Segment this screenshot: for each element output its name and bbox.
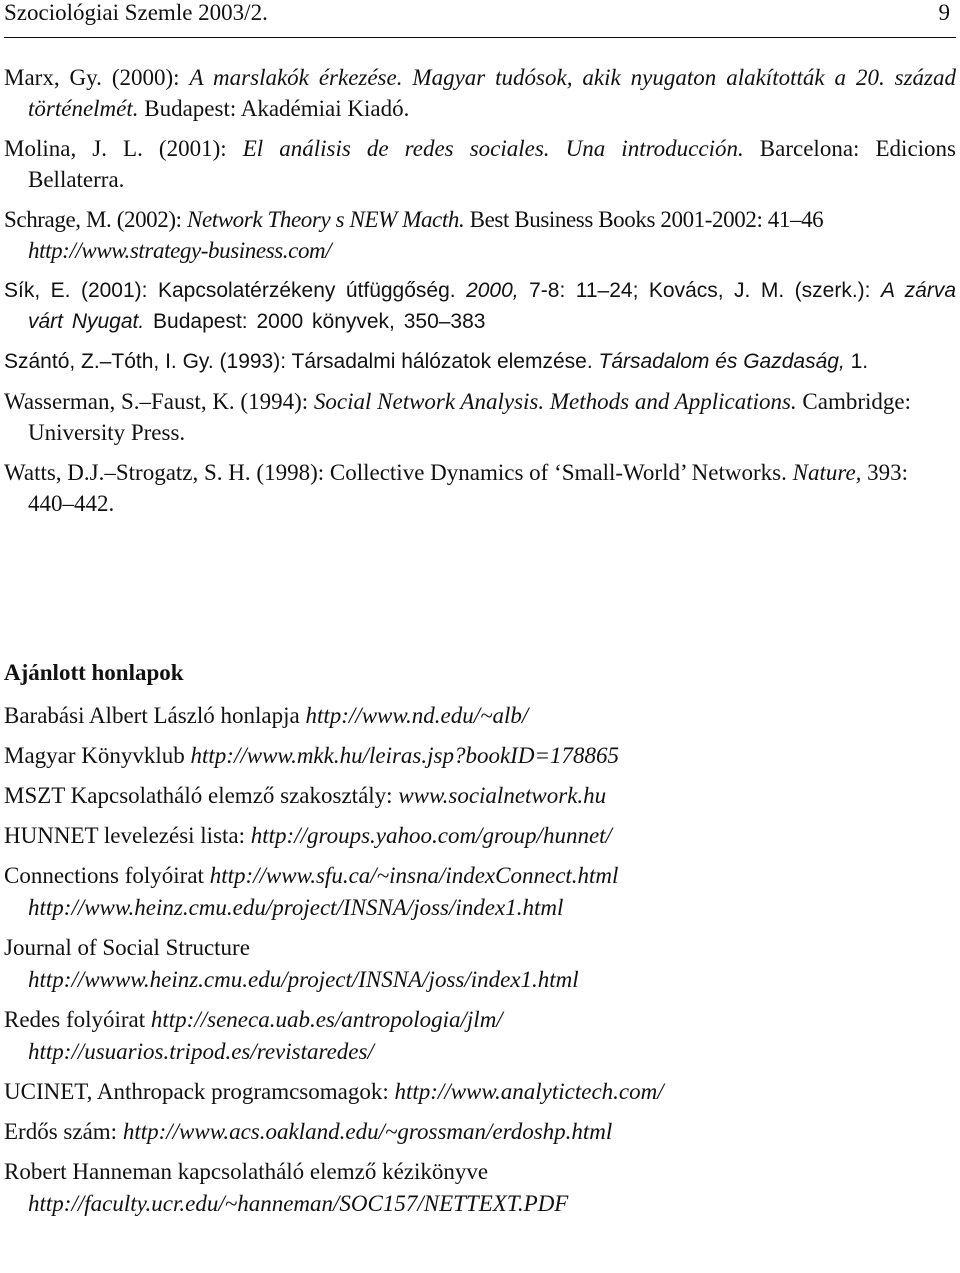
ref-author: Watts, D.J.–Strogatz, S. H. (1998): Collective Dynamics of ‘Small-World’ Networks. [4,460,793,485]
ref-journal: Társadalom és Gazdaság, [598,350,845,373]
link-label: Magyar Könyvklub [4,743,191,768]
link-url-secondary[interactable]: http://www.heinz.cmu.edu/project/INSNA/joss/index1.html [28,895,564,920]
link-url[interactable]: http://groups.yahoo.com/group/hunnet/ [250,823,612,848]
link-url[interactable]: http://www.mkk.hu/leiras.jsp?bookID=178865 [190,743,619,768]
link-url-secondary[interactable]: http://usuarios.tripod.es/revistaredes/ [28,1039,374,1064]
link-item-hunnet [4,820,956,852]
ref-publisher: Barcelona: Edicions Bellaterra. [28,136,956,192]
link-item-redes [4,1004,956,1068]
link-item-mszt [4,780,956,812]
page-number: 9 [938,0,950,25]
link-url[interactable]: www.socialnetwork.hu [398,783,607,808]
link-label: HUNNET levelezési lista: [4,823,251,848]
link-label: Redes folyóirat [4,1007,151,1032]
ref-title: Network Theory s NEW Macth. [187,207,465,232]
reference-list [4,62,956,528]
journal-title: Szociológiai Szemle 2003/2. [4,0,268,25]
reference-molina [4,133,956,195]
link-label: UCINET, Anthropack programcsomagok: [4,1079,395,1104]
link-label: Connections folyóirat [4,863,210,888]
ref-author: Marx, Gy. (2000): [4,65,190,90]
link-label: Barabási Albert László honlapja [4,703,306,728]
running-header [4,0,950,34]
ref-author: Sík, E. (2001): Kapcsolatérzékeny útfüggőség. [4,279,467,302]
ref-author: Wasserman, S.–Faust, K. (1994): [4,389,314,414]
ref-publisher: Budapest: 2000 könyvek, 350–383 [144,310,486,333]
ref-publisher: Cambridge: University Press. [28,389,912,445]
ref-title: A zárva várt Nyugat. [28,279,956,333]
link-item-hanneman [4,1156,956,1220]
link-url[interactable]: http://www.nd.edu/~alb/ [305,703,529,728]
reference-sik [4,275,956,337]
ref-pages: 7-8: 11–24; Kovács, J. M. (szerk.): [518,279,881,302]
ref-url: http://www.strategy-business.com/ [28,238,332,263]
header-rule [4,37,956,38]
link-label: Erdős szám: [4,1119,123,1144]
ref-journal: Nature, [792,460,862,485]
link-item-joss [4,932,956,996]
ref-author: Schrage, M. (2002): [4,207,187,232]
link-label: Robert Hanneman kapcsolatháló elemző kézikönyve [4,1159,489,1184]
ref-title: A marslakók érkezése. Magyar tudósok, akik nyugaton alakították a 20. század történelmét. [28,65,956,121]
ref-pages: 393: 440–442. [28,460,909,516]
ref-title: Social Network Analysis. Methods and Applications. [313,389,797,414]
reference-wasserman [4,386,956,448]
ref-journal: 2000, [466,279,519,302]
link-url[interactable]: http://www.sfu.ca/~insna/indexConnect.html [209,863,619,888]
link-item-connections [4,860,956,924]
link-item-erdos [4,1116,956,1148]
ref-author: Szántó, Z.–Tóth, I. Gy. (1993): Társadalmi hálózatok elemzése. [4,350,599,373]
link-item-konyvklub [4,740,956,772]
reference-marx [4,62,956,124]
ref-author: Molina, J. L. (2001): [4,136,243,161]
reference-szanto [4,346,956,377]
reference-watts [4,457,956,519]
ref-publisher: Best Business Books 2001-2002: 41–46 [464,207,824,232]
section-heading: Ajánlott honlapok [4,660,184,685]
ref-title: El análisis de redes sociales. Una introducción. [242,136,744,161]
link-label: Journal of Social Structure [4,935,250,960]
link-url[interactable]: http://www.analytictech.com/ [394,1079,664,1104]
link-url[interactable]: http://wwww.heinz.cmu.edu/project/INSNA/joss/index1.html [28,967,579,992]
ref-issue: 1. [844,350,869,373]
link-label: MSZT Kapcsolatháló elemző szakosztály: [4,783,399,808]
link-url[interactable]: http://faculty.ucr.edu/~hanneman/SOC157/NETTEXT.PDF [28,1191,569,1216]
recommended-links [4,700,956,1228]
link-url[interactable]: http://www.acs.oakland.edu/~grossman/erdoshp.html [122,1119,613,1144]
link-url[interactable]: http://seneca.uab.es/antropologia/jlm/ [150,1007,503,1032]
link-item-barabasi [4,700,956,732]
ref-publisher: Budapest: Akadémiai Kiadó. [138,96,410,121]
link-item-ucinet [4,1076,956,1108]
reference-schrage [4,204,956,266]
